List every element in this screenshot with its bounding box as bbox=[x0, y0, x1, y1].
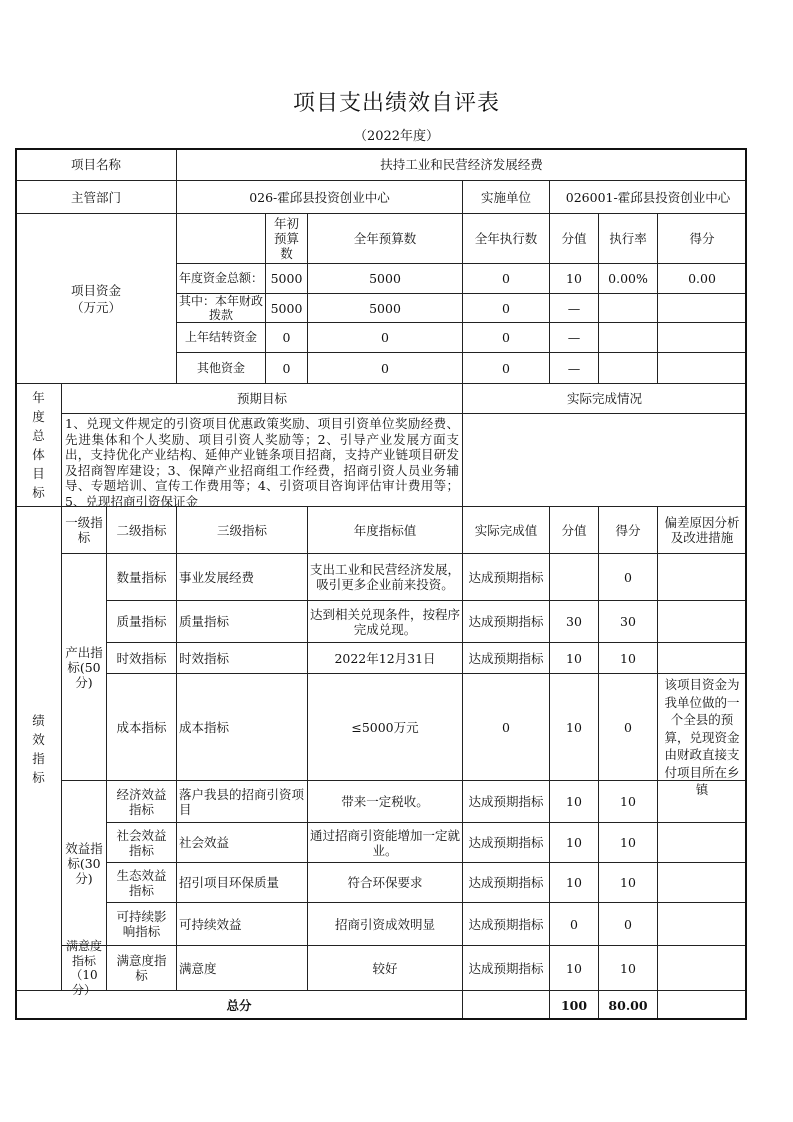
funding-row-score-value: — bbox=[549, 322, 599, 353]
funding-header-score-value: 分值 bbox=[549, 213, 599, 264]
perf-target: ≤5000万元 bbox=[307, 673, 463, 781]
perf-score-value: 10 bbox=[549, 862, 599, 903]
perf-target: 带来一定税收。 bbox=[307, 780, 463, 823]
funding-header-rate: 执行率 bbox=[598, 213, 658, 264]
funding-row-name: 年度资金总额： bbox=[176, 263, 266, 294]
performance-label: 绩效指标 bbox=[15, 506, 62, 991]
year-label: （2022年度） bbox=[353, 129, 440, 144]
funding-row-name: 上年结转资金 bbox=[176, 322, 266, 353]
perf-header-level2: 二级指标 bbox=[106, 506, 177, 554]
funding-header-executed: 全年执行数 bbox=[462, 213, 550, 264]
goals-actual-text bbox=[462, 413, 747, 507]
funding-row-annual: 0 bbox=[307, 322, 463, 353]
funding-header-initial: 年初预算数 bbox=[265, 213, 308, 264]
perf-score-value: 10 bbox=[549, 945, 599, 991]
perf-header-score-value: 分值 bbox=[549, 506, 599, 554]
perf-level1-output: 产出指标(50分) bbox=[61, 553, 107, 781]
total-actual bbox=[462, 990, 550, 1020]
perf-level3: 可持续效益 bbox=[176, 902, 308, 946]
perf-level2: 生态效益指标 bbox=[106, 862, 177, 903]
funding-row-initial: 0 bbox=[265, 322, 308, 353]
perf-header-score: 得分 bbox=[598, 506, 658, 554]
funding-row-annual: 5000 bbox=[307, 293, 463, 323]
goals-expected-header: 预期目标 bbox=[61, 383, 463, 414]
perf-note: 该项目资金为我单位做的一个全县的预算，兑现资金由财政直接支付项目所在乡镇 bbox=[657, 673, 747, 781]
goals-actual-header: 实际完成情况 bbox=[462, 383, 747, 414]
perf-note bbox=[657, 822, 747, 863]
funding-label-line1: 项目资金 bbox=[70, 282, 121, 298]
perf-level3: 社会效益 bbox=[176, 822, 308, 863]
perf-note bbox=[657, 862, 747, 903]
perf-score: 0 bbox=[598, 902, 658, 946]
funding-row-rate bbox=[598, 352, 658, 384]
impl-label: 实施单位 bbox=[462, 180, 550, 214]
perf-actual: 达成预期指标 bbox=[462, 642, 550, 674]
perf-score-value: 10 bbox=[549, 780, 599, 823]
goals-expected-text: 1、兑现文件规定的引资项目优惠政策奖励、项目引资单位奖励经费、先进集体和个人奖励、项目引资人奖励等；2、引导产业发展方面支出，支持优化产业结构、延伸产业链条项目招商，支持产业链项目研发及招商智库建设；3、保障产业招商组工作经费，招商引资人员业务辅导、专题培训、宣传工作费用等；4、引资项目咨询评估审计费用等；5、兑现招商引资保证金 bbox=[61, 413, 463, 507]
perf-header-level1: 一级指标 bbox=[61, 506, 107, 554]
perf-score: 10 bbox=[598, 822, 658, 863]
total-score-value: 100 bbox=[549, 990, 599, 1020]
perf-level3: 招引项目环保质量 bbox=[176, 862, 308, 903]
funding-row-score bbox=[657, 352, 747, 384]
perf-note bbox=[657, 945, 747, 991]
perf-note bbox=[657, 642, 747, 674]
perf-score-value bbox=[549, 553, 599, 601]
perf-level2: 可持续影响指标 bbox=[106, 902, 177, 946]
funding-header-annual: 全年预算数 bbox=[307, 213, 463, 264]
perf-note bbox=[657, 902, 747, 946]
funding-row-annual: 0 bbox=[307, 352, 463, 384]
perf-note bbox=[657, 600, 747, 643]
dept-value: 026-霍邱县投资创业中心 bbox=[176, 180, 463, 214]
dept-label: 主管部门 bbox=[15, 180, 177, 214]
perf-score: 30 bbox=[598, 600, 658, 643]
funding-row-name: 其中：本年财政拨款 bbox=[176, 293, 266, 323]
perf-level2: 时效指标 bbox=[106, 642, 177, 674]
funding-row-score-value: — bbox=[549, 352, 599, 384]
perf-header-actual: 实际完成值 bbox=[462, 506, 550, 554]
perf-score: 0 bbox=[598, 673, 658, 781]
funding-row-score bbox=[657, 293, 747, 323]
funding-row-initial: 5000 bbox=[265, 293, 308, 323]
total-note bbox=[657, 990, 747, 1020]
perf-score: 10 bbox=[598, 945, 658, 991]
perf-target: 支出工业和民营经济发展，吸引更多企业前来投资。 bbox=[307, 553, 463, 601]
perf-level2: 成本指标 bbox=[106, 673, 177, 781]
perf-score-value: 10 bbox=[549, 642, 599, 674]
funding-row-executed: 0 bbox=[462, 263, 550, 294]
perf-score: 0 bbox=[598, 553, 658, 601]
funding-row-rate bbox=[598, 293, 658, 323]
perf-level3: 质量指标 bbox=[176, 600, 308, 643]
funding-header-score: 得分 bbox=[657, 213, 747, 264]
page-title: 项目支出绩效自评表 bbox=[292, 91, 500, 116]
perf-level3: 成本指标 bbox=[176, 673, 308, 781]
perf-target: 2022年12月31日 bbox=[307, 642, 463, 674]
perf-target: 达到相关兑现条件，按程序完成兑现。 bbox=[307, 600, 463, 643]
total-label: 总分 bbox=[15, 990, 463, 1020]
perf-actual: 达成预期指标 bbox=[462, 862, 550, 903]
perf-actual: 达成预期指标 bbox=[462, 600, 550, 643]
perf-score-value: 0 bbox=[549, 902, 599, 946]
goals-label: 年度总体目标 bbox=[15, 383, 62, 507]
perf-level3: 满意度 bbox=[176, 945, 308, 991]
perf-target: 较好 bbox=[307, 945, 463, 991]
perf-level2: 数量指标 bbox=[106, 553, 177, 601]
perf-level2: 质量指标 bbox=[106, 600, 177, 643]
perf-target: 通过招商引资能增加一定就业。 bbox=[307, 822, 463, 863]
impl-value: 026001-霍邱县投资创业中心 bbox=[549, 180, 747, 214]
funding-row-score-value: — bbox=[549, 293, 599, 323]
perf-level1-satisfaction: 满意度指标（10分） bbox=[61, 945, 107, 991]
perf-header-note: 偏差原因分析及改进措施 bbox=[657, 506, 747, 554]
funding-label bbox=[15, 213, 177, 384]
funding-row-initial: 0 bbox=[265, 352, 308, 384]
perf-score-value: 10 bbox=[549, 822, 599, 863]
funding-row-executed: 0 bbox=[462, 293, 550, 323]
funding-row-score: 0.00 bbox=[657, 263, 747, 294]
perf-actual: 达成预期指标 bbox=[462, 780, 550, 823]
perf-score-value: 30 bbox=[549, 600, 599, 643]
funding-row-name: 其他资金 bbox=[176, 352, 266, 384]
perf-actual: 达成预期指标 bbox=[462, 822, 550, 863]
project-name-label: 项目名称 bbox=[15, 148, 177, 181]
perf-note bbox=[657, 553, 747, 601]
perf-actual: 达成预期指标 bbox=[462, 902, 550, 946]
perf-level3: 落户我县的招商引资项目 bbox=[176, 780, 308, 823]
funding-row-executed: 0 bbox=[462, 352, 550, 384]
perf-header-target: 年度指标值 bbox=[307, 506, 463, 554]
funding-row-score-value: 10 bbox=[549, 263, 599, 294]
perf-target: 符合环保要求 bbox=[307, 862, 463, 903]
perf-level3: 时效指标 bbox=[176, 642, 308, 674]
funding-row-score bbox=[657, 322, 747, 353]
perf-level1-benefit: 效益指标(30分) bbox=[61, 780, 107, 946]
project-name-value: 扶持工业和民营经济发展经费 bbox=[176, 148, 747, 181]
perf-level2: 满意度指标 bbox=[106, 945, 177, 991]
perf-header-level3: 三级指标 bbox=[176, 506, 308, 554]
funding-row-annual: 5000 bbox=[307, 263, 463, 294]
funding-row-initial: 5000 bbox=[265, 263, 308, 294]
perf-level2: 经济效益指标 bbox=[106, 780, 177, 823]
funding-label-line2: （万元） bbox=[70, 299, 121, 315]
perf-level3: 事业发展经费 bbox=[176, 553, 308, 601]
perf-actual: 达成预期指标 bbox=[462, 553, 550, 601]
funding-header-blank bbox=[176, 213, 266, 264]
perf-actual: 达成预期指标 bbox=[462, 945, 550, 991]
funding-row-executed: 0 bbox=[462, 322, 550, 353]
perf-score: 10 bbox=[598, 780, 658, 823]
total-score: 80.00 bbox=[598, 990, 658, 1020]
perf-level2: 社会效益指标 bbox=[106, 822, 177, 863]
perf-actual: 0 bbox=[462, 673, 550, 781]
perf-note bbox=[657, 780, 747, 823]
perf-score: 10 bbox=[598, 642, 658, 674]
perf-target: 招商引资成效明显 bbox=[307, 902, 463, 946]
perf-score: 10 bbox=[598, 862, 658, 903]
perf-score-value: 10 bbox=[549, 673, 599, 781]
funding-row-rate bbox=[598, 322, 658, 353]
funding-row-rate: 0.00% bbox=[598, 263, 658, 294]
